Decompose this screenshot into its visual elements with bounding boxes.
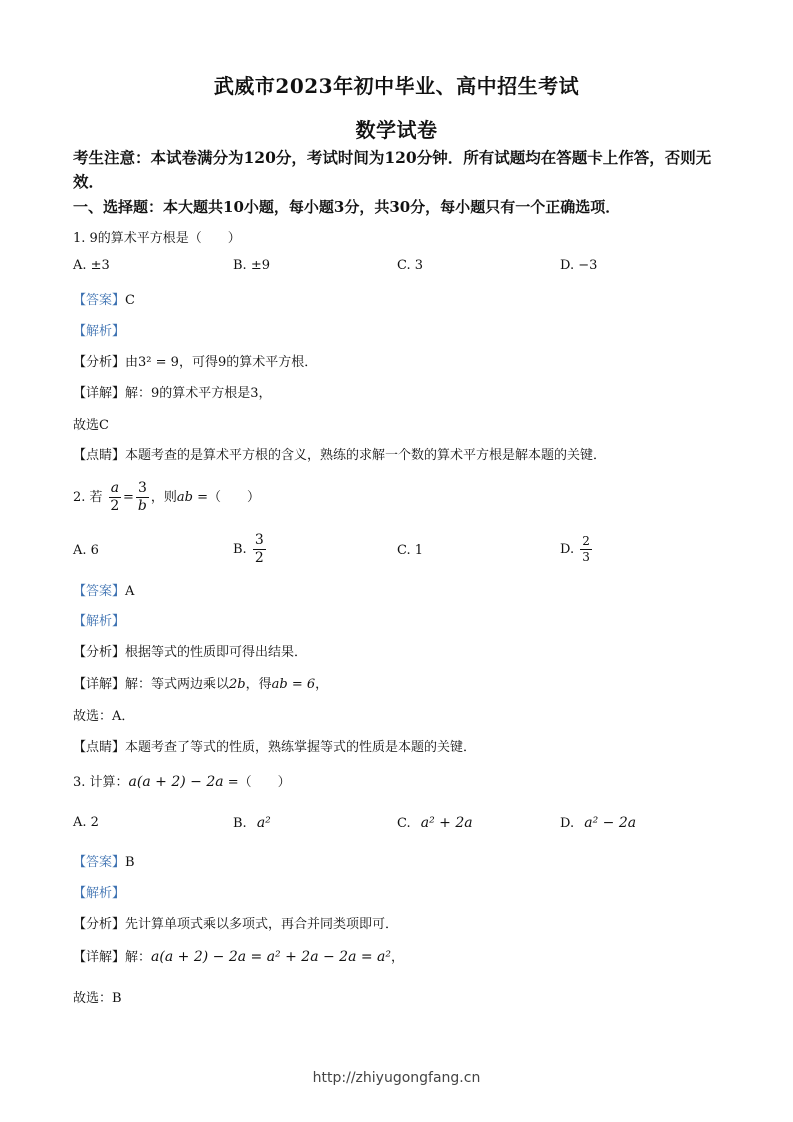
- q3-option-b: [233, 815, 271, 831]
- q3-stem-pre: 3. 计算：: [73, 775, 129, 790]
- q3-option-b-label: B.: [233, 816, 247, 831]
- q2-detail-m2: ab = 6: [271, 677, 316, 692]
- q3-detail-math: a(a + 2) − 2a = a² + 2a − 2a = a²: [151, 949, 392, 965]
- q1-fenxi-math: 3² = 9: [138, 355, 179, 370]
- q2-option-d-label: D.: [560, 542, 575, 557]
- q2-comment-text: 本题考查了等式的性质，熟练掌握等式的性质是本题的关键．: [125, 740, 477, 755]
- q3-option-d: [560, 815, 636, 831]
- detail-tag: 【详解】: [73, 677, 126, 692]
- q3-fenxi-text: 先计算单项式乘以多项式，再合并同类项即可．: [125, 917, 399, 932]
- q3-option-d-label: D.: [560, 816, 575, 831]
- q3-detail-pre: 解：: [125, 950, 152, 965]
- q3-answer: [73, 851, 135, 870]
- answer-tag: 【答案】: [73, 293, 126, 308]
- answer-tag: 【答案】: [73, 855, 126, 870]
- comment-tag: 【点睛】: [73, 740, 126, 755]
- q1-answer: [73, 289, 135, 308]
- exam-notice: 考生注意：本试卷满分为120分，考试时间为120分钟．所有试题均在答题卡上作答，否则无效．: [73, 148, 712, 191]
- q1-detail: [73, 382, 272, 401]
- q1-fenxi: [73, 351, 317, 370]
- answer-tag: 【答案】: [73, 584, 126, 599]
- q2-answer: [73, 580, 134, 599]
- q2-frac1-num: a: [110, 480, 120, 496]
- q2-option-a: A. 6: [73, 543, 99, 558]
- q3-option-c-label: C.: [397, 816, 411, 831]
- q1-comment: [73, 444, 606, 463]
- q2-frac2-num: 3: [137, 480, 147, 496]
- q3-fenxi: [73, 913, 398, 932]
- q2-detail-end: ，: [315, 677, 329, 692]
- q1-option-a: A. ±3: [73, 258, 110, 273]
- q1-comment-text: 本题考查的是算术平方根的含义，熟练的求解一个数的算术平方根是解本题的关键．: [125, 448, 607, 463]
- q3-stem-math: a(a + 2) − 2a: [128, 774, 224, 790]
- q2-fraction-3-over-b: [136, 480, 149, 515]
- q1-stem: 1. 9的算术平方根是（ ）: [73, 231, 241, 246]
- q2-analysis-tag: 【解析】: [73, 614, 126, 629]
- q2-fenxi-text: 根据等式的性质即可得出结果．: [125, 645, 308, 660]
- q2-eq: =: [123, 490, 134, 505]
- q1-analysis-tag: 【解析】: [73, 324, 126, 339]
- q1-option-c: C. 3: [397, 258, 424, 273]
- exam-subtitle: 数学试卷: [355, 118, 438, 142]
- q2-option-b-fraction: [253, 532, 266, 567]
- q2-answer-value: A: [125, 584, 135, 599]
- q2-stem-end: =（ ）: [192, 490, 260, 505]
- q2-optd-den: 3: [582, 550, 590, 564]
- detail-tag: 【详解】: [73, 950, 126, 965]
- q1-detail-text: 解：9的算术平方根是3，: [125, 386, 272, 401]
- q1-choose: 故选C: [73, 418, 109, 433]
- q3-option-c: [397, 815, 473, 831]
- fenxi-tag: 【分析】: [73, 355, 126, 370]
- comment-tag: 【点睛】: [73, 448, 126, 463]
- q3-stem: [73, 771, 291, 790]
- q2-option-d: [560, 534, 594, 565]
- q1-option-d: D. −3: [560, 258, 598, 273]
- q2-optd-num: 2: [582, 534, 590, 548]
- q2-comment: [73, 736, 476, 755]
- detail-tag: 【详解】: [73, 386, 126, 401]
- q2-stem-pre: 2. 若: [73, 490, 103, 505]
- q3-stem-end: =（ ）: [223, 775, 291, 790]
- q1-option-b: B. ±9: [233, 258, 270, 273]
- q2-stem-math: ab: [176, 490, 193, 505]
- q2-stem-post: ，则: [150, 490, 177, 505]
- q3-detail: [73, 946, 404, 965]
- q3-answer-value: B: [125, 855, 135, 870]
- q2-choose: 故选：A．: [73, 709, 135, 724]
- fenxi-tag: 【分析】: [73, 917, 126, 932]
- q2-option-d-fraction: [580, 534, 592, 565]
- q2-frac2-den: b: [137, 498, 147, 514]
- q3-option-a: A. 2: [73, 815, 99, 830]
- q2-option-b-label: B.: [233, 542, 247, 557]
- q2-option-c: C. 1: [397, 543, 424, 558]
- fenxi-tag: 【分析】: [73, 645, 126, 660]
- q2-fraction-a-over-2: [109, 480, 121, 515]
- q3-detail-end: ，: [391, 950, 405, 965]
- q2-detail-mid: ，得: [245, 677, 272, 692]
- q1-answer-value: C: [125, 293, 135, 308]
- footer-url: http://zhiyugongfang.cn: [312, 1070, 481, 1086]
- q2-fenxi: [73, 641, 307, 660]
- q3-analysis-tag: 【解析】: [73, 886, 126, 901]
- q3-choose: 故选：B: [73, 991, 122, 1006]
- q2-stem: [73, 480, 260, 515]
- section-heading: 一、选择题：本大题共10小题，每小题3分，共30分，每小题只有一个正确选项．: [73, 198, 621, 216]
- q2-frac1-den: 2: [110, 498, 120, 514]
- q1-fenxi-post: ，可得9的算术平方根．: [178, 355, 318, 370]
- q2-optb-den: 2: [254, 550, 264, 566]
- q1-fenxi-pre: 由: [125, 355, 139, 370]
- exam-title: 武威市2023年初中毕业、高中招生考试: [213, 74, 580, 98]
- q2-option-b: [233, 532, 268, 567]
- q2-detail-pre: 解：等式两边乘以: [125, 677, 230, 692]
- q3-option-d-math: a² − 2a: [584, 815, 637, 831]
- q3-option-b-math: a²: [256, 815, 271, 831]
- q2-optb-num: 3: [254, 532, 264, 548]
- q3-option-c-math: a² + 2a: [420, 815, 473, 831]
- q2-detail-m1: 2b: [229, 677, 246, 692]
- q2-detail: [73, 673, 328, 692]
